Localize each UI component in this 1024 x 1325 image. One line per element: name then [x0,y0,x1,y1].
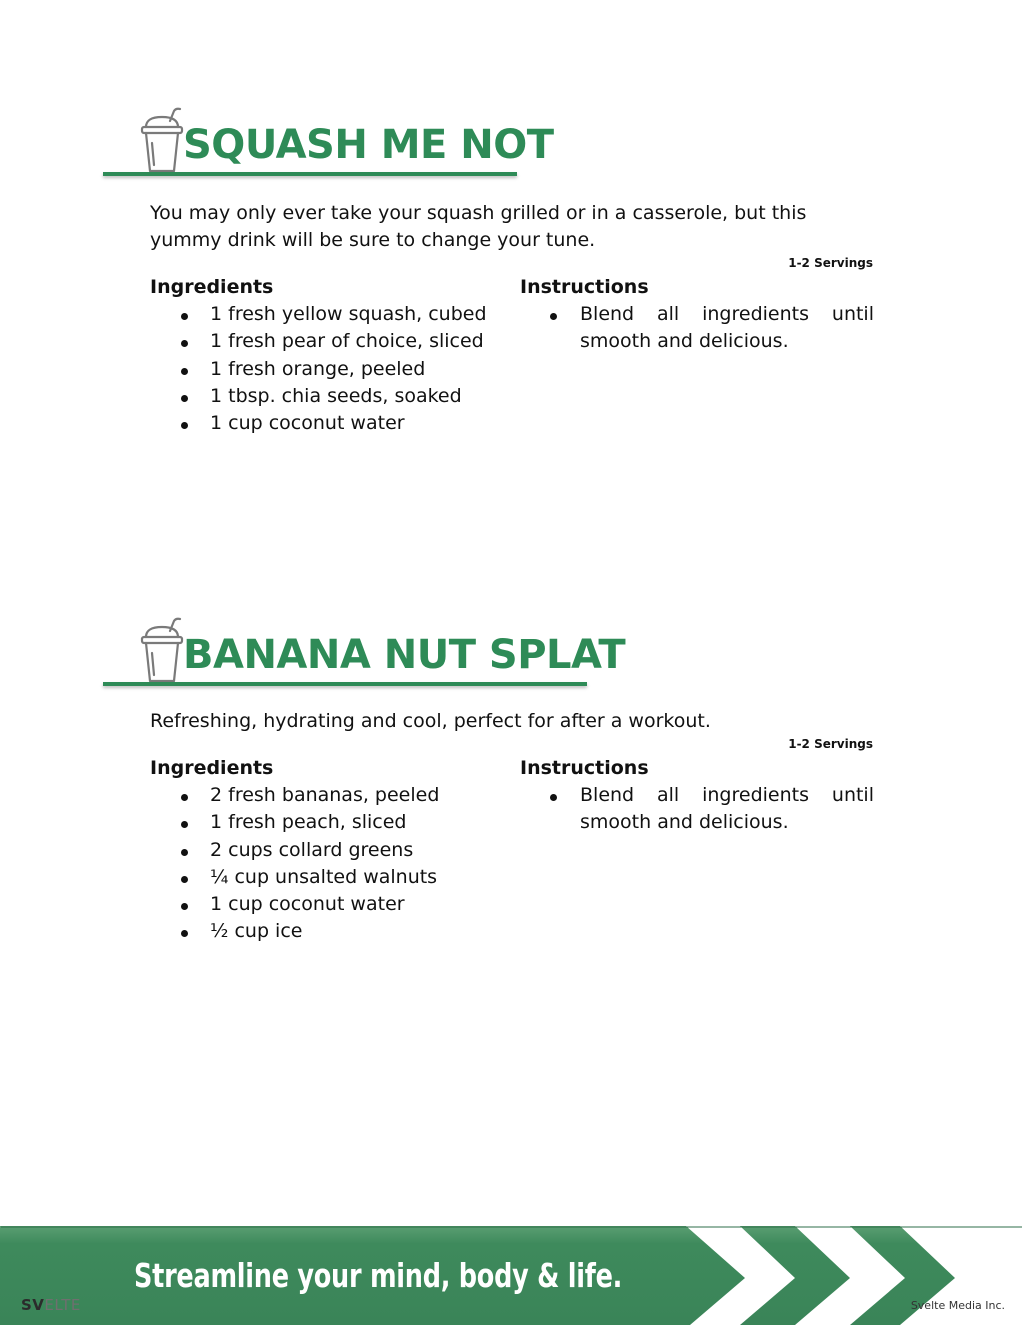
ingredients-section [150,755,500,946]
footer-tagline: Streamline your mind, body & life. [134,1256,623,1295]
ingredients-heading: Ingredients [150,276,274,298]
bullet-icon [550,313,557,320]
ingredient-item: 1 cup coconut water [150,410,500,437]
instructions-section [520,274,874,356]
ingredient-item: 1 tbsp. chia seeds, soaked [150,383,500,410]
title-underline [103,172,517,176]
instructions-heading: Instructions [520,757,649,779]
bullet-icon [181,794,188,801]
smoothie-cup-icon [140,107,188,175]
recipe-title: SQUASH ME NOT [183,122,554,168]
ingredient-item: 1 fresh yellow squash, cubed [150,301,500,328]
bullet-icon [181,876,188,883]
company-name: Svelte Media Inc. [910,1299,1005,1312]
instructions-heading: Instructions [520,276,649,298]
bullet-icon [181,930,188,937]
ingredient-item: 1 fresh pear of choice, sliced [150,328,500,355]
bullet-icon [550,794,557,801]
ingredient-item: 1 cup coconut water [150,891,500,918]
instructions-section [520,755,874,837]
servings-label: 1-2 Servings [788,256,873,270]
servings-label: 1-2 Servings [788,737,873,751]
bullet-icon [181,821,188,828]
bullet-icon [181,340,188,347]
svelte-logo: SVELTE [21,1296,81,1314]
recipe-intro: Refreshing, hydrating and cool, perfect for after a workout. [150,710,711,732]
ingredient-item: ½ cup ice [150,918,500,945]
recipe-title: BANANA NUT SPLAT [183,632,626,678]
ingredients-list [150,301,500,437]
instruction-item: Blend all ingredients until smooth and delicious. [520,782,874,837]
ingredients-list [150,782,500,946]
bullet-icon [181,313,188,320]
bullet-icon [181,903,188,910]
instructions-list [520,301,874,356]
ingredient-item: 2 cups collard greens [150,837,500,864]
ingredient-item: 2 fresh bananas, peeled [150,782,500,809]
ingredients-section [150,274,500,437]
title-underline [103,682,587,686]
bullet-icon [181,368,188,375]
recipe-intro: You may only ever take your squash grilled or in a casserole, but this yummy drink will be sure to change your tune. [150,202,807,251]
smoothie-cup-icon [140,617,188,685]
instruction-item: Blend all ingredients until smooth and delicious. [520,301,874,356]
ingredient-item: 1 fresh orange, peeled [150,356,500,383]
ingredient-item: ¼ cup unsalted walnuts [150,864,500,891]
instructions-list [520,782,874,837]
ingredients-heading: Ingredients [150,757,274,779]
footer-banner [0,1226,1024,1325]
bullet-icon [181,422,188,429]
bullet-icon [181,395,188,402]
bullet-icon [181,849,188,856]
ingredient-item: 1 fresh peach, sliced [150,809,500,836]
